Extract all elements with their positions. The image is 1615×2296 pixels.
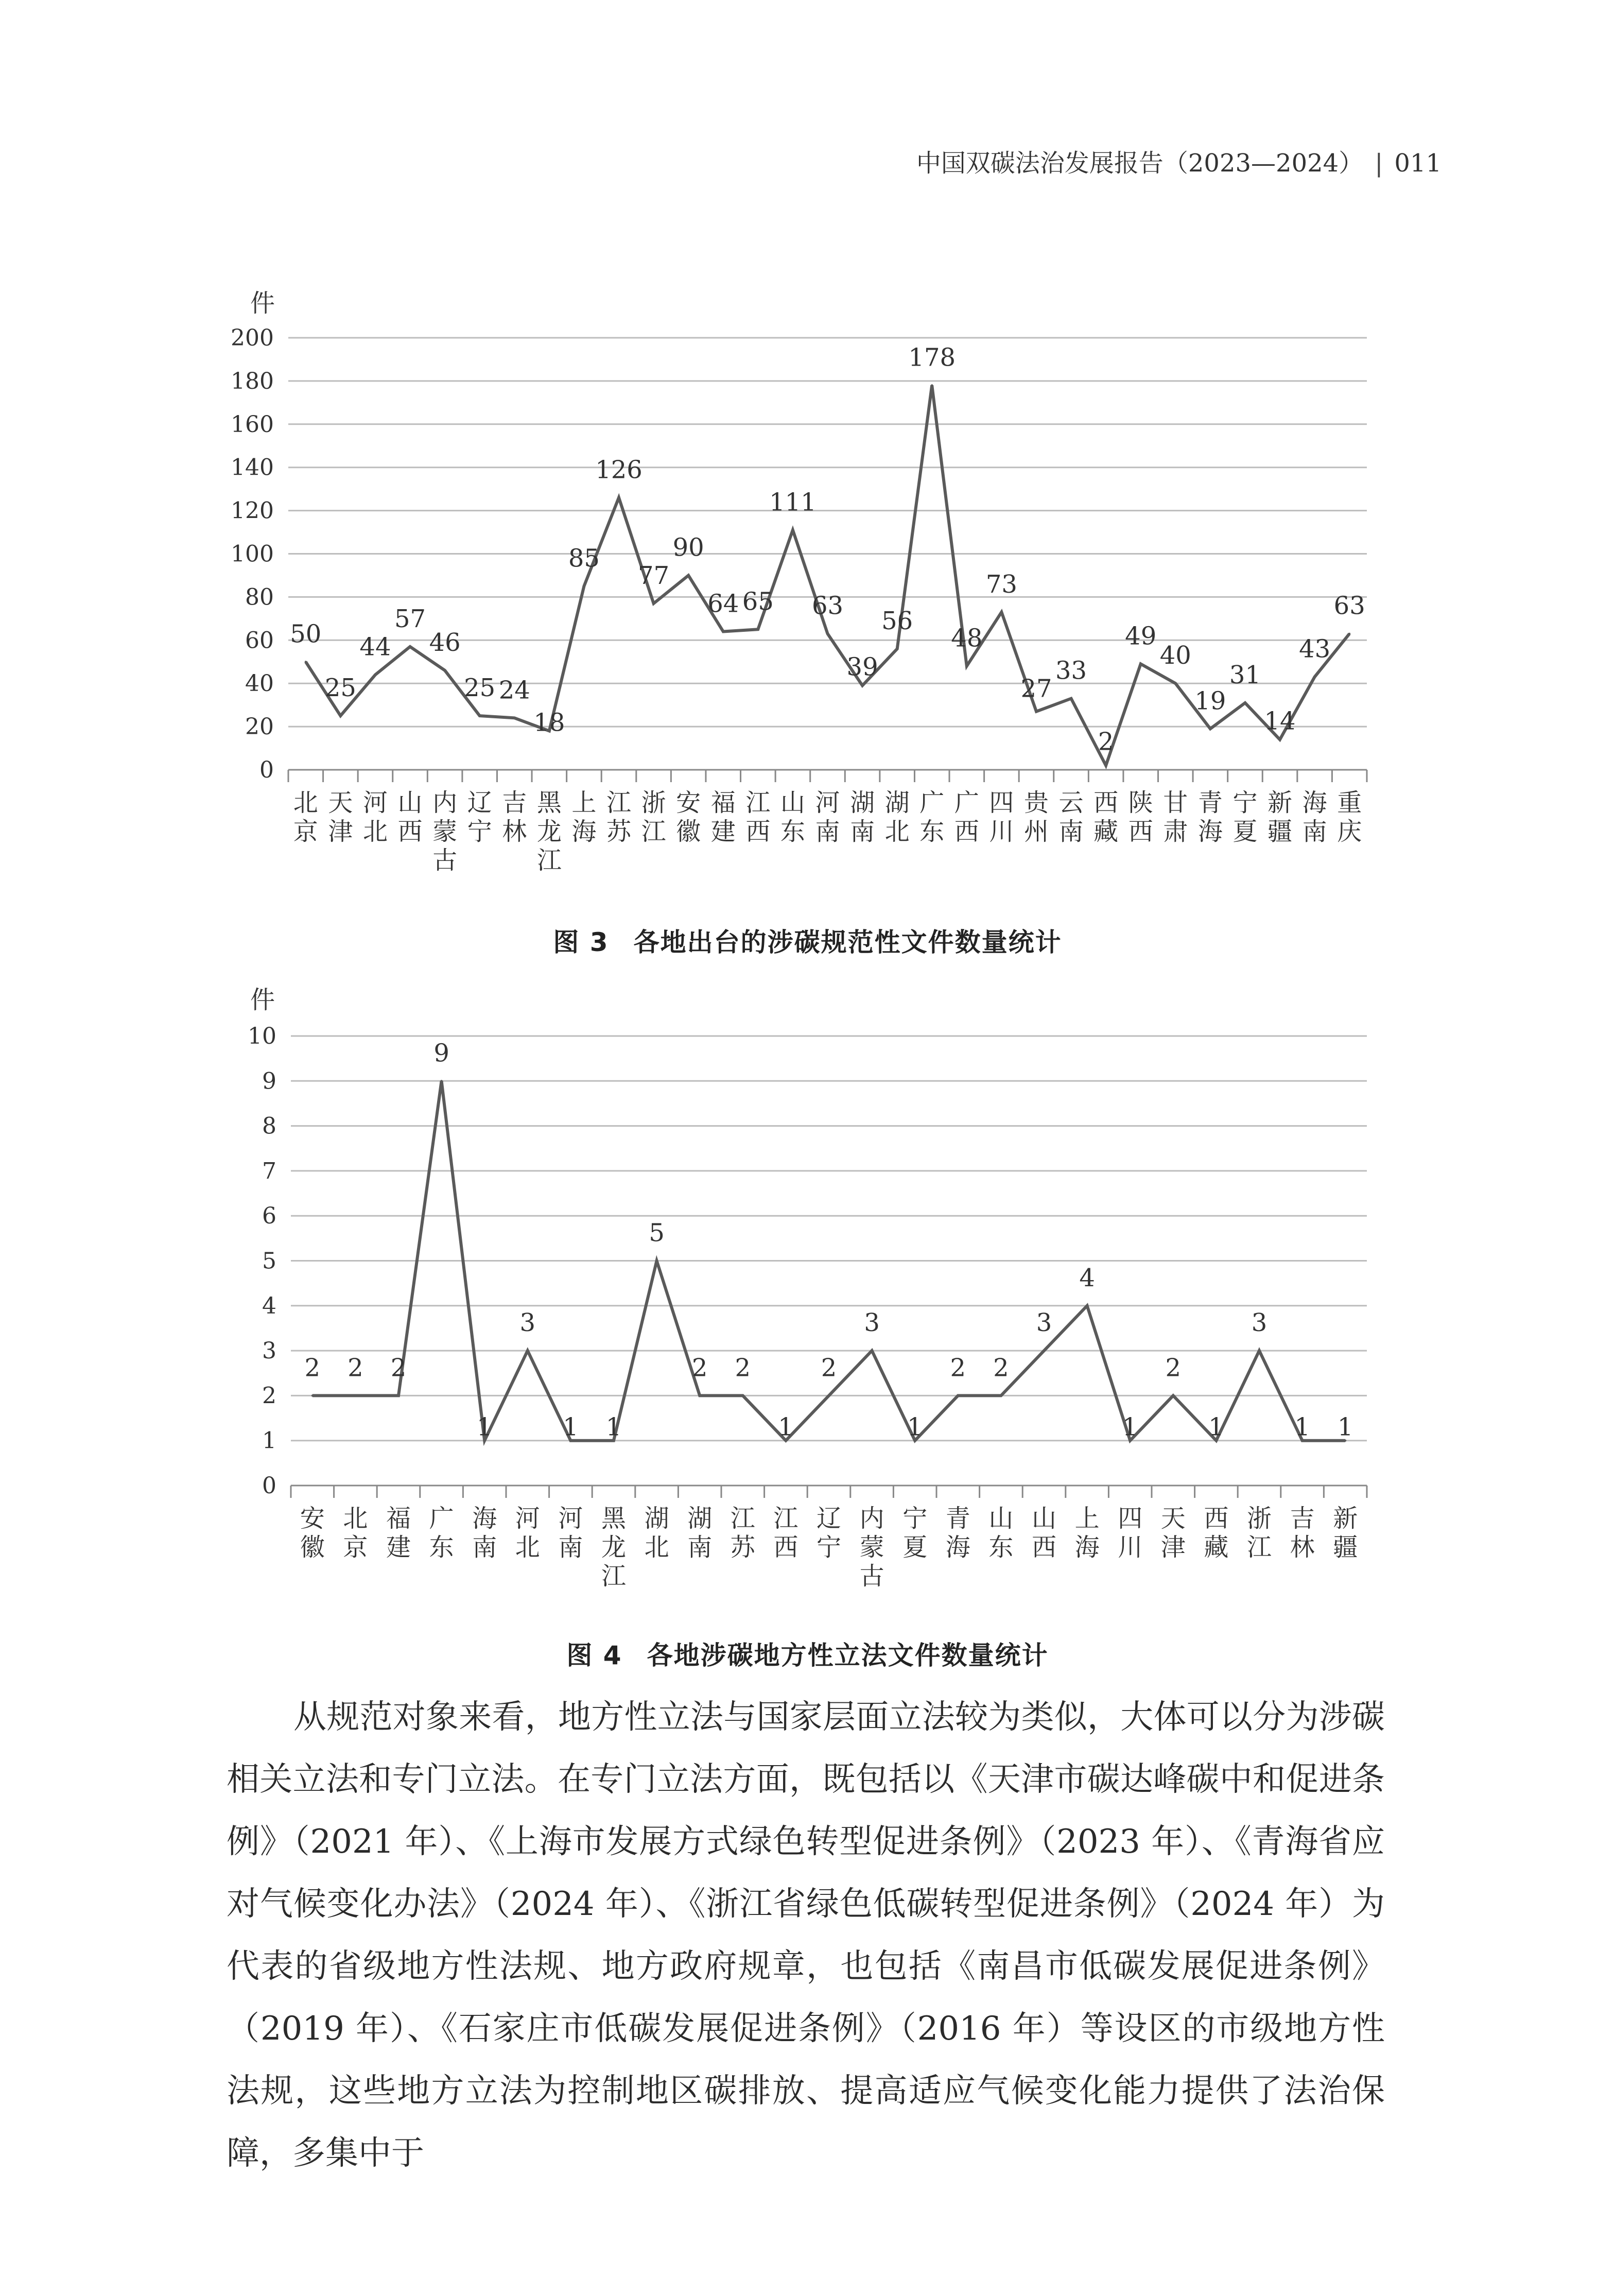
- c1-data-label: 77: [638, 561, 670, 590]
- c2-y-tick-label: 4: [262, 1292, 276, 1319]
- c2-x-category-label: 江苏: [730, 1504, 755, 1562]
- c2-data-point: [1258, 1350, 1260, 1352]
- c2-data-label: 5: [649, 1218, 665, 1248]
- c1-x-category-label: 广东: [919, 788, 945, 846]
- page-number: 011: [1394, 149, 1442, 178]
- book-title: 中国双碳法治发展报告（2023—2024）: [916, 149, 1364, 178]
- c1-x-category-label: 宁夏: [1232, 788, 1258, 846]
- c2-x-category-label: 广东: [429, 1504, 454, 1562]
- c1-data-label: 46: [429, 628, 461, 658]
- c2-x-category-label: 上海: [1074, 1504, 1100, 1562]
- c1-x-category-label: 甘肃: [1163, 788, 1188, 846]
- c1-data-label: 31: [1229, 660, 1261, 689]
- c1-x-category-label: 天津: [328, 788, 353, 846]
- fig4-caption: [0, 1635, 1615, 1672]
- fig4-label: 图 4: [566, 1641, 622, 1670]
- c1-data-label: 18: [533, 708, 565, 737]
- c2-data-label: 2: [1165, 1353, 1182, 1383]
- c2-data-point: [656, 1260, 658, 1262]
- c1-x-category-label: 吉林: [502, 788, 527, 846]
- c1-data-label: 63: [811, 591, 844, 620]
- c1-y-tick-label: 120: [231, 497, 274, 524]
- c1-x-category-label: 北京: [293, 788, 318, 846]
- c2-data-point: [311, 1394, 314, 1396]
- c1-data-label: 14: [1264, 706, 1296, 736]
- c1-x-category-label: 河南: [815, 788, 840, 846]
- c1-x-category-label: 陕西: [1128, 788, 1153, 846]
- c2-x-category-label: 吉林: [1290, 1504, 1315, 1562]
- c1-x-category-label: 安徽: [676, 788, 701, 846]
- c2-data-label: 2: [735, 1353, 751, 1383]
- c1-data-label: 64: [707, 589, 739, 618]
- c2-data-label: 3: [864, 1308, 880, 1338]
- c2-y-tick-label: 1: [262, 1427, 276, 1454]
- c2-x-category-label: 青海: [945, 1504, 970, 1562]
- c2-data-label: 2: [691, 1353, 708, 1383]
- c1-y-tick-label: 100: [231, 541, 274, 567]
- c2-x-category-label: 河北: [515, 1504, 540, 1562]
- c2-x-category-label: 江西: [773, 1504, 798, 1562]
- c2-data-point: [828, 1394, 830, 1396]
- c1-y-tick-label: 60: [245, 627, 274, 654]
- c2-x-category-label: 湖南: [687, 1504, 713, 1562]
- c1-y-tick-label: 180: [231, 368, 274, 394]
- fig4-caption-text: 各地涉碳地方性立法文件数量统计: [647, 1641, 1049, 1670]
- c1-x-category-label: 山东: [780, 788, 805, 846]
- c1-x-category-label: 福建: [710, 788, 736, 846]
- c1-x-category-label: 上海: [571, 788, 597, 846]
- c2-data-label: 2: [950, 1353, 966, 1383]
- c1-x-category-label: 广西: [954, 788, 979, 846]
- body-paragraph: 从规范对象来看，地方性立法与国家层面立法较为类似，大体可以分为涉碳相关立法和专门立法。在专门立法方面，既包括以《天津市碳达峰碳中和促进条例》（2021 年）、《上海市发展方式绿色转型促进条例》（2023 年）、《青海省应对气候变化办法》（2024 年）、《浙江省绿色低碳转型促进条例》（2024 年）为代表的省级地方性法规、地方政府规章，也包括《南昌市低碳发展促进条例》（2019 年）、《石家庄市低碳发展促进条例》（2016 年）等设区的市级地方性法规，这些地方立法为控制地区碳排放、提高适应气候变化能力提供了法治保障，多集中于: [227, 1698, 1385, 2172]
- c2-data-label: 1: [1122, 1412, 1138, 1442]
- c2-data-label: 1: [476, 1412, 493, 1442]
- c1-data-label: 73: [985, 569, 1017, 599]
- c2-data-point: [699, 1394, 701, 1396]
- c2-data-label: 3: [1251, 1308, 1267, 1338]
- c2-data-point: [742, 1394, 744, 1396]
- c2-data-label: 2: [390, 1353, 407, 1383]
- c1-x-category-label: 贵州: [1023, 788, 1049, 846]
- c1-y-tick-label: 0: [259, 757, 274, 783]
- c1-data-label: 90: [672, 533, 704, 562]
- c1-x-category-label: 重庆: [1337, 788, 1362, 846]
- c1-data-label: 27: [1020, 674, 1052, 703]
- c2-y-tick-label: 7: [262, 1158, 276, 1184]
- c2-y-tick-label: 6: [262, 1203, 276, 1230]
- c2-data-label: 2: [821, 1353, 837, 1383]
- c2-x-category-label: 浙江: [1246, 1504, 1272, 1562]
- c1-data-label: 25: [464, 674, 496, 703]
- c1-data-label: 56: [881, 607, 913, 636]
- c2-data-point: [1086, 1305, 1088, 1307]
- c1-x-category-label: 河北: [362, 788, 388, 846]
- c1-data-label: 44: [359, 632, 391, 662]
- c1-y-tick-label: 80: [245, 584, 274, 611]
- c1-x-category-label: 云南: [1058, 788, 1084, 846]
- c1-data-label: 63: [1333, 591, 1365, 620]
- c2-data-point: [354, 1394, 356, 1396]
- c2-y-tick-label: 5: [262, 1248, 276, 1274]
- c2-data-label: 3: [519, 1308, 536, 1338]
- c2-y-tick-label: 3: [262, 1338, 276, 1365]
- c1-y-tick-label: 200: [231, 325, 274, 351]
- c1-x-category-label: 青海: [1197, 788, 1223, 846]
- c2-x-category-label: 河南: [558, 1504, 583, 1562]
- c1-data-label: 39: [846, 652, 878, 682]
- c1-data-label: 50: [290, 619, 322, 649]
- c2-x-category-label: 北京: [343, 1504, 368, 1562]
- c2-x-category-label: 四川: [1118, 1504, 1143, 1562]
- c2-data-label: 1: [1294, 1412, 1310, 1442]
- c2-y-unit-label: 件: [250, 986, 275, 1014]
- c2-y-tick-label: 2: [262, 1383, 276, 1409]
- c2-data-label: 2: [348, 1353, 363, 1383]
- c1-y-tick-label: 140: [231, 454, 274, 481]
- c2-y-tick-label: 0: [262, 1473, 276, 1499]
- c1-x-category-label: 四川: [989, 788, 1014, 846]
- fig3-caption-text: 各地出台的涉碳规范性文件数量统计: [633, 927, 1062, 957]
- c1-x-category-label: 湖北: [884, 788, 910, 846]
- c2-data-label: 1: [778, 1412, 794, 1442]
- c2-x-category-label: 海南: [472, 1504, 497, 1562]
- c2-data-label: 4: [1079, 1263, 1095, 1292]
- c1-x-category-label: 西藏: [1093, 788, 1119, 846]
- c2-x-category-label: 新疆: [1333, 1504, 1358, 1562]
- c1-data-label: 57: [394, 604, 426, 633]
- c1-data-label: 111: [769, 488, 817, 517]
- c1-x-category-label: 辽宁: [467, 788, 492, 846]
- c2-y-tick-label: 10: [248, 1023, 276, 1049]
- c2-x-category-label: 黑龙江: [601, 1504, 627, 1591]
- c2-data-point: [1043, 1350, 1045, 1352]
- c2-data-point: [1000, 1394, 1002, 1396]
- c2-x-category-label: 天津: [1160, 1504, 1186, 1562]
- c1-x-category-label: 黑龙江: [536, 788, 562, 875]
- c1-data-label: 19: [1194, 686, 1226, 716]
- c1-data-label: 24: [498, 676, 530, 705]
- c2-x-category-label: 辽宁: [816, 1504, 842, 1562]
- c2-data-label: 1: [907, 1412, 923, 1442]
- c1-data-label: 65: [742, 587, 774, 616]
- c1-x-category-label: 江西: [745, 788, 771, 846]
- c1-x-category-label: 浙江: [641, 788, 666, 846]
- c1-y-tick-label: 20: [245, 714, 274, 740]
- c1-data-label: 85: [568, 544, 600, 573]
- c2-x-category-label: 山西: [1031, 1504, 1057, 1562]
- c2-data-point: [527, 1350, 529, 1352]
- c2-y-tick-label: 9: [262, 1068, 276, 1095]
- c2-x-category-label: 湖北: [644, 1504, 669, 1562]
- c1-data-label: 43: [1299, 634, 1331, 664]
- c1-data-label: 49: [1125, 622, 1157, 651]
- header-separator: |: [1375, 149, 1383, 178]
- c2-data-point: [957, 1394, 959, 1396]
- c2-x-category-label: 安徽: [300, 1504, 325, 1562]
- c2-data-label: 1: [605, 1412, 622, 1442]
- c1-data-label: 25: [324, 674, 356, 703]
- c1-x-category-label: 海南: [1302, 788, 1327, 846]
- c2-x-category-label: 福建: [386, 1504, 411, 1562]
- c2-data-label: 2: [993, 1353, 1009, 1383]
- fig3-label: 图 3: [553, 927, 609, 957]
- c2-data-label: 2: [304, 1353, 321, 1383]
- c2-data-label: 1: [1208, 1412, 1224, 1442]
- body-text: [227, 1686, 1385, 2185]
- c2-data-point: [871, 1350, 873, 1352]
- c1-x-category-label: 山西: [397, 788, 423, 846]
- c2-data-label: 3: [1036, 1308, 1052, 1338]
- c2-data-label: 1: [563, 1412, 579, 1442]
- c1-x-category-label: 江苏: [606, 788, 632, 846]
- c1-data-label: 2: [1098, 727, 1114, 756]
- c2-x-category-label: 宁夏: [902, 1504, 928, 1562]
- c2-data-label: 1: [1337, 1412, 1353, 1442]
- c1-y-tick-label: 160: [231, 411, 274, 438]
- c1-x-category-label: 新疆: [1267, 788, 1293, 846]
- c1-x-category-label: 湖南: [850, 788, 875, 846]
- c2-x-category-label: 内蒙古: [859, 1504, 884, 1591]
- c1-data-label: 33: [1055, 656, 1087, 685]
- c2-data-point: [397, 1394, 400, 1396]
- c2-y-tick-label: 8: [262, 1113, 276, 1140]
- c2-data-point: [1172, 1394, 1174, 1396]
- c1-data-label: 48: [951, 624, 983, 653]
- c2-x-category-label: 山东: [988, 1504, 1014, 1562]
- c1-y-tick-label: 40: [245, 670, 274, 697]
- c1-y-unit-label: 件: [250, 289, 275, 318]
- c2-x-category-label: 西藏: [1204, 1504, 1229, 1562]
- c2-data-point: [441, 1080, 443, 1082]
- c2-data-label: 9: [433, 1039, 449, 1068]
- c1-data-label: 40: [1159, 641, 1191, 670]
- c1-data-label: 126: [595, 455, 642, 485]
- c1-x-category-label: 内蒙古: [432, 788, 458, 875]
- c1-data-label: 178: [908, 343, 956, 372]
